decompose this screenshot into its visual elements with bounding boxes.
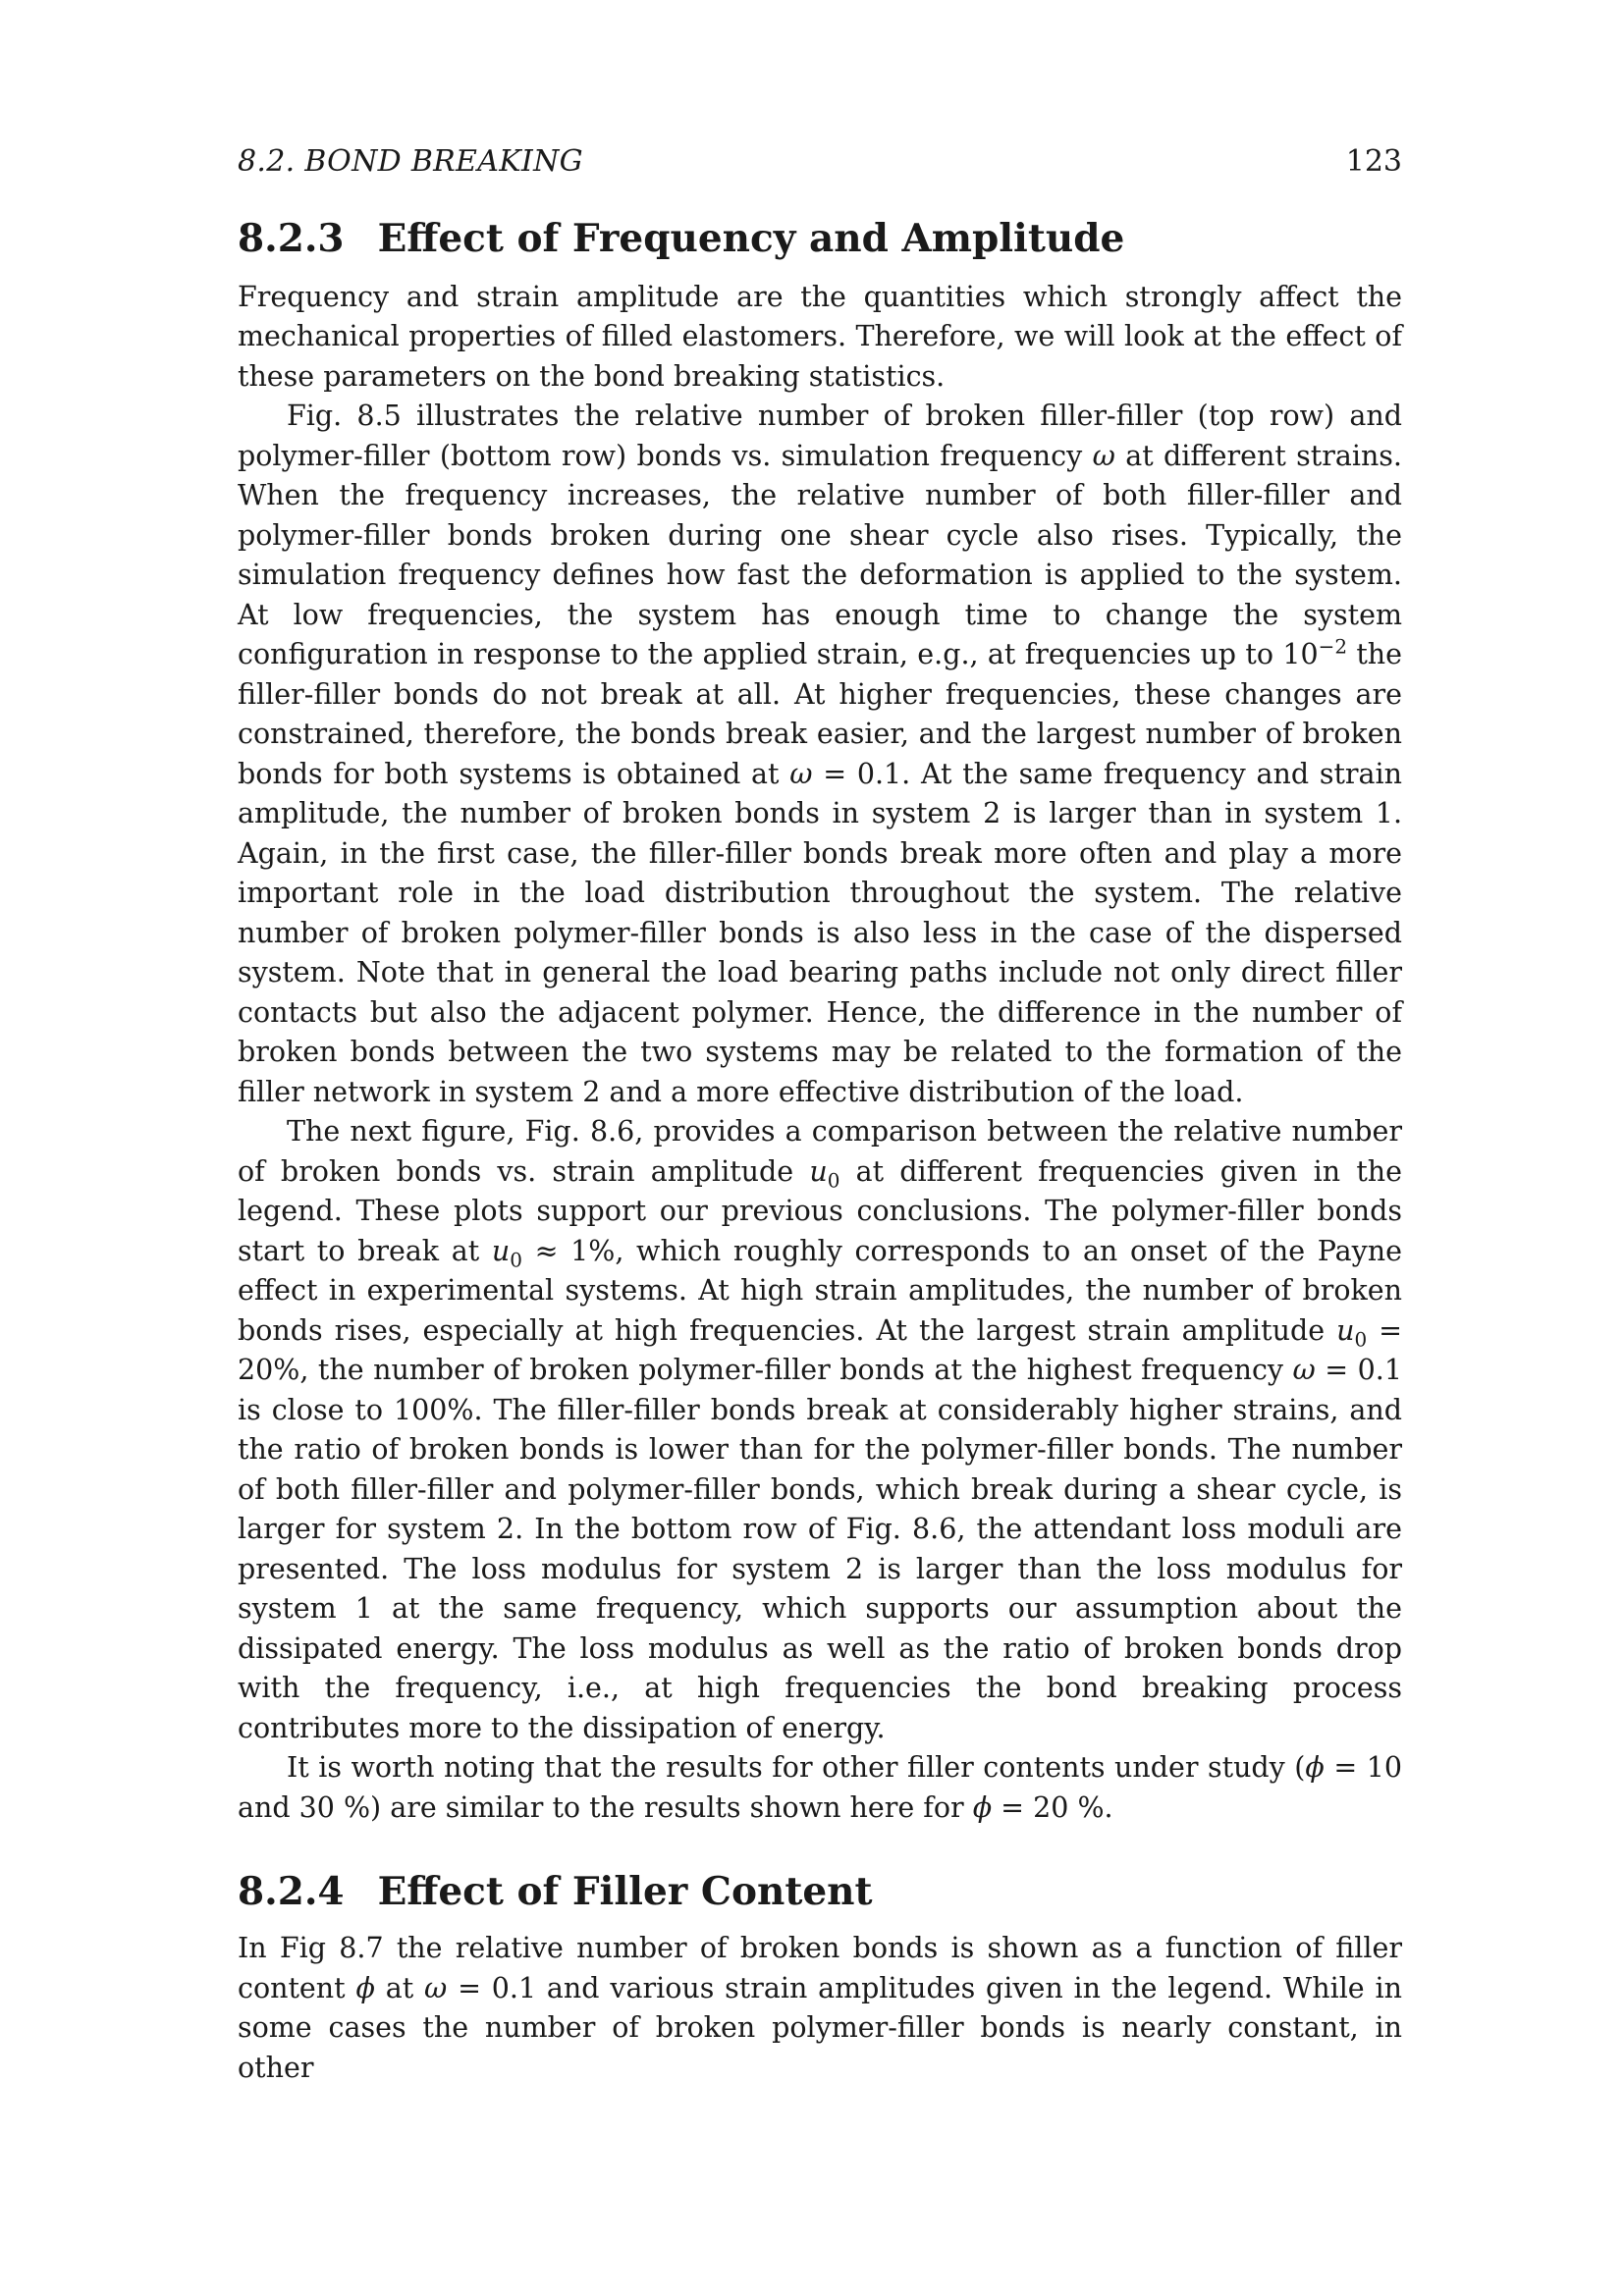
text-run: Fig. 8.5 illustrates the relative number of broken filler-filler (top row) and polymer-filler (bottom row) bonds vs. simulation frequency xyxy=(238,400,1402,472)
math-phi: ϕ xyxy=(355,1971,375,2004)
math-omega: ω xyxy=(1092,439,1115,472)
text-run: It is worth noting that the results for other filler contents under study ( xyxy=(287,1751,1306,1785)
text-run: ≈ 1%, which roughly corresponds to an onset of the Payne effect in experimental systems. At high strain amplitudes, the number of broken bonds rises, especially at high frequencies. At the largest strain amplitude xyxy=(238,1234,1402,1347)
text-run: at xyxy=(374,1971,424,2004)
paragraph-intro xyxy=(238,278,1402,398)
paragraph-fig-8-6 xyxy=(238,1112,1402,1748)
text-run: the filler-filler bonds do not break at all. At higher frequencies, these changes are constrained, therefore, the bonds break easier, and the largest number of broken bonds for both systems is obtained at xyxy=(238,638,1403,790)
text-run: = 20%, the number of broken polymer-filler bonds at the highest frequency xyxy=(238,1313,1402,1387)
math-subscript: 0 xyxy=(827,1168,840,1193)
math-omega: ω xyxy=(1292,1354,1316,1387)
text-run: The next figure, Fig. 8.6, provides a comparison between the relative number of broken bonds vs. strain amplitude xyxy=(238,1115,1402,1188)
section-title: Effect of Filler Content xyxy=(377,1869,873,1915)
page-number: 123 xyxy=(1345,144,1402,179)
section-number: 8.2.3 xyxy=(238,216,345,261)
paragraph-filler-contents-note xyxy=(238,1748,1402,1828)
math-omega: ω xyxy=(789,757,813,790)
paragraph-fig-8-7 xyxy=(238,1929,1402,2088)
text-run: at different frequencies given in the legend. These plots support our previous conclusions. The polymer-filler bonds start to break at xyxy=(238,1154,1402,1267)
paragraph-text: Frequency and strain amplitude are the quantities which strongly affect the mechanical properties of filled elastomers. Therefore, we will look at the effect of these parameters on the bond breaking statistics. xyxy=(238,280,1402,393)
math-exponent: −2 xyxy=(1318,634,1347,659)
text-run: = 0.1. At the same frequency and strain amplitude, the number of broken bonds in system 2 is larger than in system 1. Again, in the first case, the filler-filler bonds break more often and play a more important role in the load distribution throughout the system. The relative number of broken polymer-filler bonds is also less in the case of the dispersed system. Note that in general the load bearing paths include not only direct filler contacts but also the adjacent polymer. Hence, the difference in the number of broken bonds between the two systems may be related to the formation of the filler network in system 2 and a more effective distribution of the load. xyxy=(238,757,1402,1108)
math-omega: ω xyxy=(423,1971,448,2004)
text-run: = 10 and 30 %) are similar to the results shown here for xyxy=(238,1751,1402,1824)
text-run: = 0.1 is close to 100%. The filler-filler bonds break at considerably higher strains, and the ratio of broken bonds is lower than for the polymer-filler bonds. The number of both filler-filler and polymer-filler bonds, which break during a shear cycle, is larger for system 2. In the bottom row of Fig. 8.6, the attendant loss moduli are presented. The loss modulus for system 2 is larger than the loss modulus for system 1 at the same frequency, which supports our assumption about the dissipated energy. The loss modulus as well as the ratio of broken bonds drop with the frequency, i.e., at high frequencies the bond breaking process contributes more to the dissipation of energy. xyxy=(238,1354,1402,1744)
math-u: u xyxy=(809,1154,828,1188)
text-run: = 0.1 and various strain amplitudes given in the legend. While in some cases the number of broken polymer-filler bonds is nearly constant, in other xyxy=(238,1971,1402,2084)
page xyxy=(238,144,1403,2088)
running-head xyxy=(238,144,1402,187)
paragraph-fig-8-5 xyxy=(238,397,1402,1112)
math-phi: ϕ xyxy=(972,1790,993,1824)
section-number: 8.2.4 xyxy=(238,1869,345,1915)
math-phi: ϕ xyxy=(1305,1751,1325,1785)
math-subscript: 0 xyxy=(510,1248,522,1272)
text-run: = 20 %. xyxy=(992,1790,1113,1824)
math-subscript: 0 xyxy=(1354,1327,1368,1352)
text-run: In Fig 8.7 the relative number of broken bonds is shown as a function of filler content xyxy=(238,1932,1402,2004)
section-heading-8-2-4 xyxy=(238,1869,1402,1915)
math-u: u xyxy=(491,1234,511,1267)
text-run: at different strains. When the frequency increases, the relative number of both filler-filler and polymer-filler bonds broken during one shear cycle also rises. Typically, the simulation frequency defines how fast the deformation is applied to the system. At low frequencies, the system has enough time to change the system configuration in response to the applied strain, e.g., at frequencies up to 10 xyxy=(238,439,1402,671)
section-title: Effect of Frequency and Amplitude xyxy=(377,216,1125,261)
math-u: u xyxy=(1336,1313,1355,1347)
running-head-section: 8.2. BOND BREAKING xyxy=(238,144,583,179)
section-heading-8-2-3 xyxy=(238,216,1402,262)
